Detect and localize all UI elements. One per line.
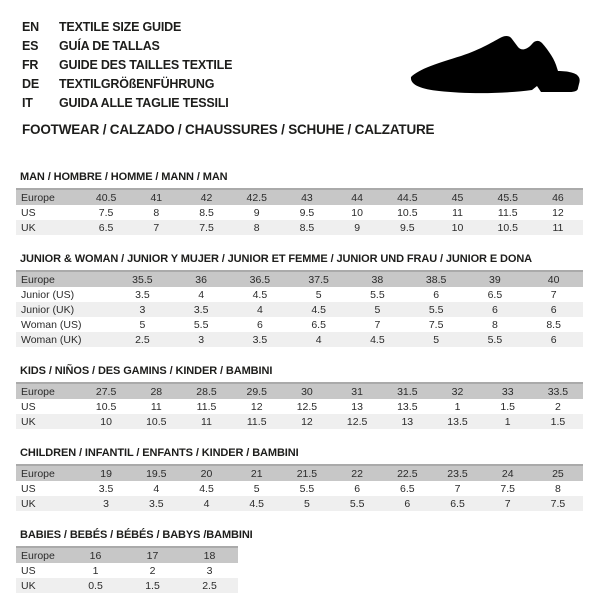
size-cell: 5.5 xyxy=(487,333,503,346)
size-cell: 46 xyxy=(552,191,564,204)
size-row xyxy=(16,496,583,511)
size-cell: 17 xyxy=(146,549,159,562)
size-cell: 2 xyxy=(555,400,561,413)
size-cell: 12 xyxy=(250,400,263,413)
section-title: MAN / HOMBRE / HOMME / MANN / MAN xyxy=(20,171,228,183)
size-cell: 43 xyxy=(301,191,313,204)
size-cell: 9.5 xyxy=(299,206,315,219)
language-row xyxy=(22,93,406,112)
size-cell: 7 xyxy=(153,221,160,234)
size-cell: 0.5 xyxy=(88,579,103,592)
size-cell: 23.5 xyxy=(447,467,468,480)
size-row xyxy=(16,563,238,578)
page-header xyxy=(16,12,584,112)
row-label: UK xyxy=(21,497,36,510)
row-label: US xyxy=(21,400,36,413)
size-row xyxy=(16,332,583,347)
size-cell: 7.5 xyxy=(550,497,566,510)
language-title: TEXTILGRÖßENFÜHRUNG xyxy=(59,76,215,91)
size-cell: 16 xyxy=(89,549,102,562)
language-row xyxy=(22,55,406,74)
size-row xyxy=(16,287,583,302)
size-cell: 4.5 xyxy=(199,482,214,495)
size-cell: 3.5 xyxy=(98,482,114,495)
size-header-row xyxy=(16,190,583,205)
size-cell: 4.5 xyxy=(311,303,326,316)
size-cell: 5 xyxy=(139,318,146,331)
size-cell: 4.5 xyxy=(249,497,265,510)
size-cell: 32 xyxy=(451,385,464,398)
size-cell: 1 xyxy=(504,415,511,428)
size-cell: 44 xyxy=(351,191,363,204)
size-cell: 5.5 xyxy=(193,318,209,331)
size-cell: 6 xyxy=(550,303,557,316)
size-cell: 28.5 xyxy=(196,385,217,398)
size-cell: 11 xyxy=(150,400,162,413)
size-cell: 31 xyxy=(351,385,363,398)
size-cell: 19 xyxy=(100,467,112,480)
size-cell: 8 xyxy=(555,482,561,495)
row-label: UK xyxy=(21,579,36,592)
size-cell: 3 xyxy=(103,497,110,510)
size-cell: 1 xyxy=(92,564,99,577)
size-cell: 12 xyxy=(301,415,313,428)
size-cell: 25 xyxy=(552,467,564,480)
size-cell: 42 xyxy=(200,191,213,204)
size-cell: 3 xyxy=(206,564,213,577)
size-cell: 45.5 xyxy=(497,191,518,204)
size-row xyxy=(16,578,238,593)
section-title: BABIES / BEBÉS / BÉBÉS / BABYS /BAMBINI xyxy=(20,529,253,541)
size-cell: 6.5 xyxy=(311,318,326,331)
size-cell: 6 xyxy=(433,288,440,301)
size-cell: 5.5 xyxy=(299,482,315,495)
size-cell: 4.5 xyxy=(370,333,385,346)
size-cell: 5.5 xyxy=(349,497,365,510)
size-cell: 8.5 xyxy=(299,221,315,234)
size-cell: 8 xyxy=(153,206,160,219)
size-cell: 39 xyxy=(489,273,501,286)
language-row xyxy=(22,17,406,36)
size-cell: 2.5 xyxy=(202,579,217,592)
size-cell: 45 xyxy=(451,191,464,204)
size-cell: 21.5 xyxy=(296,467,318,480)
size-cell: 10.5 xyxy=(146,415,167,428)
size-cell: 5.5 xyxy=(370,288,385,301)
size-cell: 29.5 xyxy=(246,385,267,398)
size-cell: 11.5 xyxy=(246,415,267,428)
size-cell: 42.5 xyxy=(246,191,267,204)
size-cell: 1.5 xyxy=(500,400,516,413)
size-cell: 11 xyxy=(552,221,564,234)
size-cell: 11.5 xyxy=(196,400,217,413)
size-cell: 7 xyxy=(550,288,557,301)
size-cell: 6.5 xyxy=(400,482,415,495)
language-title: TEXTILE SIZE GUIDE xyxy=(59,19,182,34)
size-cell: 22 xyxy=(351,467,363,480)
size-cell: 5.5 xyxy=(428,303,444,316)
size-cell: 30 xyxy=(301,385,313,398)
size-row xyxy=(16,414,583,429)
language-code: DE xyxy=(22,76,39,91)
language-title: GUIDE DES TAILLES TEXTILE xyxy=(59,57,233,72)
size-cell: 8.5 xyxy=(199,206,214,219)
size-header-row xyxy=(16,384,583,399)
language-title: GUIDA ALLE TAGLIE TESSILI xyxy=(59,95,229,110)
size-cell: 5 xyxy=(303,497,310,510)
size-cell: 5 xyxy=(315,288,322,301)
size-cell: 7.5 xyxy=(500,482,516,495)
size-table xyxy=(16,270,583,347)
size-cell: 3 xyxy=(139,303,146,316)
size-row xyxy=(16,205,583,220)
language-code: FR xyxy=(22,57,39,72)
size-row xyxy=(16,481,583,496)
size-cell: 6.5 xyxy=(487,288,503,301)
size-cell: 8 xyxy=(491,318,498,331)
size-cell: 7 xyxy=(504,497,511,510)
size-section xyxy=(16,253,584,347)
size-cell: 20 xyxy=(200,467,213,480)
section-title: CHILDREN / INFANTIL / ENFANTS / KINDER / BAMBINI xyxy=(20,447,299,459)
size-section xyxy=(16,529,584,593)
language-row xyxy=(22,36,406,55)
size-table xyxy=(16,382,583,429)
size-header-row xyxy=(16,272,583,287)
size-cell: 4 xyxy=(203,497,210,510)
size-cell: 2 xyxy=(149,564,156,577)
row-label: Europe xyxy=(21,273,55,286)
size-cell: 10 xyxy=(351,206,363,219)
size-cell: 8.5 xyxy=(546,318,561,331)
row-label: Europe xyxy=(21,191,55,204)
size-cell: 7.5 xyxy=(428,318,444,331)
size-cell: 3.5 xyxy=(149,497,164,510)
row-label: Europe xyxy=(21,549,55,562)
size-cell: 2.5 xyxy=(135,333,150,346)
size-cell: 7 xyxy=(374,318,381,331)
size-cell: 1.5 xyxy=(550,415,566,428)
size-cell: 6 xyxy=(354,482,361,495)
size-cell: 38 xyxy=(371,273,384,286)
size-cell: 18 xyxy=(203,549,216,562)
row-label: Woman (UK) xyxy=(21,333,82,346)
size-cell: 37.5 xyxy=(308,273,329,286)
size-section xyxy=(16,171,584,235)
size-cell: 12 xyxy=(552,206,564,219)
size-cell: 36.5 xyxy=(249,273,271,286)
size-cell: 6 xyxy=(256,318,263,331)
size-cell: 3.5 xyxy=(135,288,150,301)
size-cell: 10.5 xyxy=(397,206,418,219)
size-row xyxy=(16,317,583,332)
row-label: US xyxy=(21,482,36,495)
size-section xyxy=(16,365,584,429)
size-cell: 40.5 xyxy=(95,191,117,204)
size-cell: 4.5 xyxy=(252,288,268,301)
size-cell: 9.5 xyxy=(400,221,415,234)
size-cell: 4 xyxy=(256,303,263,316)
size-cell: 12.5 xyxy=(346,415,368,428)
size-cell: 31.5 xyxy=(397,385,418,398)
size-cell: 4 xyxy=(153,482,160,495)
size-table xyxy=(16,546,238,593)
row-label: Europe xyxy=(21,467,55,480)
size-cell: 27.5 xyxy=(95,385,117,398)
size-cell: 6 xyxy=(404,497,411,510)
language-code: ES xyxy=(22,38,39,53)
language-code: IT xyxy=(22,95,33,110)
size-cell: 33 xyxy=(501,385,514,398)
shoe-icon xyxy=(406,35,582,97)
size-cell: 33.5 xyxy=(547,385,569,398)
size-cell: 6.5 xyxy=(450,497,465,510)
size-cell: 28 xyxy=(150,385,163,398)
row-label: Junior (US) xyxy=(21,288,75,301)
language-row xyxy=(22,74,406,93)
size-table xyxy=(16,188,583,235)
size-cell: 8 xyxy=(253,221,260,234)
size-cell: 1.5 xyxy=(145,579,160,592)
row-label: US xyxy=(21,564,36,577)
row-label: Europe xyxy=(21,385,55,398)
row-label: Woman (US) xyxy=(21,318,82,331)
size-cell: 19.5 xyxy=(146,467,167,480)
size-cell: 4 xyxy=(198,288,205,301)
size-cell: 21 xyxy=(250,467,263,480)
size-cell: 40 xyxy=(547,273,560,286)
size-cell: 24 xyxy=(501,467,514,480)
size-row xyxy=(16,399,583,414)
size-cell: 35.5 xyxy=(132,273,153,286)
language-code: EN xyxy=(22,19,39,34)
size-cell: 6 xyxy=(550,333,557,346)
size-cell: 7.5 xyxy=(98,206,114,219)
size-cell: 9 xyxy=(354,221,361,234)
size-cell: 11 xyxy=(201,415,212,428)
size-cell: 5 xyxy=(433,333,440,346)
size-cell: 6.5 xyxy=(98,221,114,234)
size-row xyxy=(16,220,583,235)
size-cell: 13 xyxy=(351,400,363,413)
size-header-row xyxy=(16,466,583,481)
size-cell: 6 xyxy=(491,303,498,316)
size-cell: 10.5 xyxy=(497,221,518,234)
size-cell: 13.5 xyxy=(447,415,468,428)
size-cell: 5 xyxy=(253,482,260,495)
row-label: UK xyxy=(21,415,36,428)
category-heading: FOOTWEAR / CALZADO / CHAUSSURES / SCHUHE / CALZATURE xyxy=(22,122,435,137)
size-cell: 11.5 xyxy=(497,206,518,219)
size-cell: 12.5 xyxy=(296,400,318,413)
size-cell: 10 xyxy=(451,221,464,234)
size-cell: 7.5 xyxy=(199,221,214,234)
row-label: Junior (UK) xyxy=(21,303,75,316)
size-header-row xyxy=(16,548,238,563)
size-section xyxy=(16,447,584,511)
size-row xyxy=(16,302,583,317)
size-cell: 4 xyxy=(315,333,322,346)
size-cell: 13.5 xyxy=(397,400,418,413)
size-cell: 41 xyxy=(150,191,163,204)
shoe-silhouette xyxy=(411,36,580,93)
size-cell: 44.5 xyxy=(397,191,418,204)
section-title: KIDS / NIÑOS / DES GAMINS / KINDER / BAMBINI xyxy=(20,365,273,377)
size-cell: 13 xyxy=(401,415,414,428)
size-cell: 1 xyxy=(454,400,461,413)
size-table xyxy=(16,464,583,511)
size-cell: 10 xyxy=(100,415,112,428)
language-title-list xyxy=(16,12,406,112)
size-cell: 3.5 xyxy=(252,333,268,346)
size-cell: 3.5 xyxy=(193,303,209,316)
size-cell: 22.5 xyxy=(397,467,418,480)
size-cell: 11 xyxy=(452,206,463,219)
size-cell: 36 xyxy=(195,273,207,286)
row-label: UK xyxy=(21,221,36,234)
size-cell: 3 xyxy=(198,333,205,346)
size-sections xyxy=(16,171,584,593)
size-cell: 7 xyxy=(454,482,461,495)
size-cell: 9 xyxy=(253,206,260,219)
section-title: JUNIOR & WOMAN / JUNIOR Y MUJER / JUNIOR ET FEMME / JUNIOR UND FRAU / JUNIOR E DONA xyxy=(20,253,533,265)
size-cell: 5 xyxy=(374,303,381,316)
language-title: GUÍA DE TALLAS xyxy=(59,38,160,53)
row-label: US xyxy=(21,206,36,219)
size-cell: 38.5 xyxy=(425,273,447,286)
size-cell: 10.5 xyxy=(95,400,117,413)
